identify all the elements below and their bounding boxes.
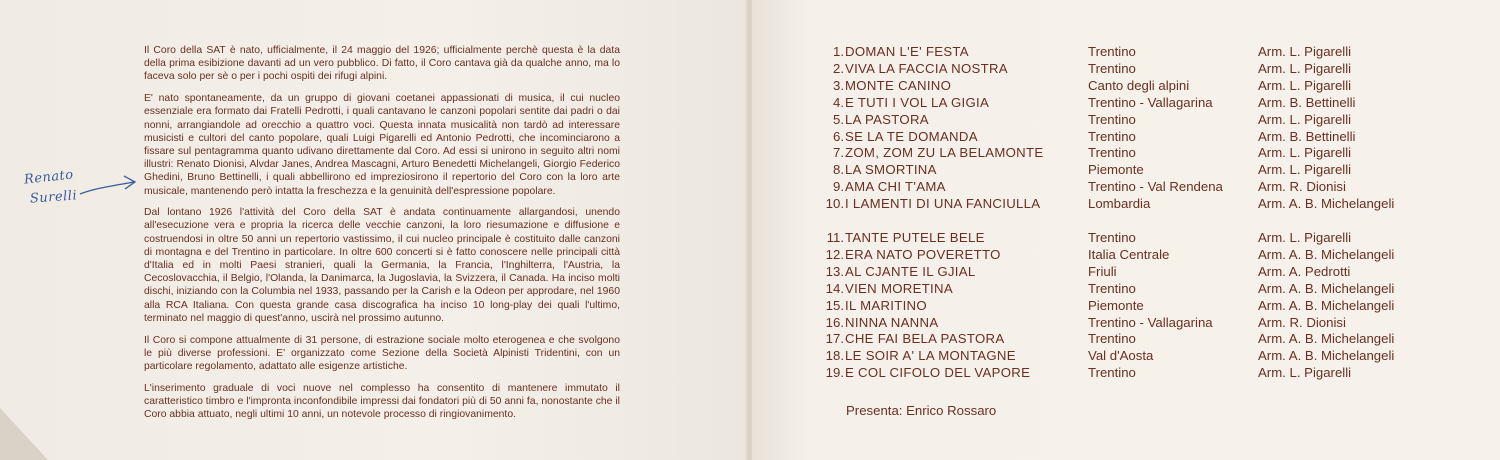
song-arrangement: Arm. L. Pigarelli — [1258, 230, 1352, 245]
song-title: ERA NATO POVERETTO — [845, 246, 1001, 262]
song-arrangement: Arm. A. B. Michelangeli — [1258, 280, 1395, 296]
song-title: I LAMENTI DI UNA FANCIULLA — [845, 196, 1041, 212]
song-region: Trentino — [1088, 111, 1136, 127]
song-region: Piemonte — [1088, 297, 1144, 313]
song-row — [812, 145, 1472, 162]
song-row — [812, 129, 1472, 146]
song-title: NINNA NANNA — [845, 314, 939, 330]
song-arrangement: Arm. A. B. Michelangeli — [1258, 297, 1395, 313]
song-row — [812, 196, 1472, 213]
handwritten-arrow-icon — [78, 174, 138, 204]
song-arrangement: Arm. L. Pigarelli — [1258, 162, 1352, 178]
song-row — [812, 264, 1472, 281]
song-region: Trentino - Vallagarina — [1088, 94, 1213, 110]
song-title: AMA CHI T'AMA — [845, 179, 946, 195]
song-number: 14. — [825, 280, 844, 296]
song-number: 9. — [833, 179, 844, 195]
song-title: VIEN MORETINA — [845, 280, 953, 296]
song-number: 17. — [825, 331, 844, 347]
song-row — [812, 95, 1472, 112]
left-page — [0, 0, 748, 460]
song-title: E TUTI I VOL LA GIGIA — [845, 94, 990, 110]
song-row — [812, 78, 1472, 95]
song-title: LA PASTORA — [845, 111, 929, 127]
song-number: 1. — [833, 44, 844, 59]
presenter-line: Presenta: Enrico Rossaro — [846, 403, 997, 418]
paragraph-origins: E' nato spontaneamente, da un gruppo di giovani coetanei appassionati di musica, il cui nucleo essenziale era formato dai Fratelli Pedrotti, i quali cantavano le canzoni popolari sentite dai padri o dai nonni, arrangiandole ad orecchio a quattro voci. Questa innata musicalità non tardò ad interessare musicisti e cultori del canto popolare, quali Luigi Pigarelli ed Antonio Pedrotti, che incominciarono a fissare sul pentagramma quanto udivano direttamente dal Coro. Ad essi si unirono in seguito altri nomi illustri: Renato Dionisi, Alvdar Janes, Andrea Mascagni, Arturo Benedetti Michelangeli, Giorgio Federico Ghedini, Bruno Bettinelli, i quali abbellirono ed impreziosirono il repertorio del Coro con la loro arte musicale, mantenendo però intatta la freschezza e la genuinità dell'espressione popolare. — [144, 93, 620, 197]
song-row — [812, 281, 1472, 298]
song-number: 19. — [825, 365, 844, 381]
song-region: Canto degli alpini — [1088, 77, 1190, 93]
song-arrangement: Arm. L. Pigarelli — [1258, 60, 1352, 76]
handwritten-line-1: Renato — [23, 167, 75, 188]
song-region: Trentino - Val Rendena — [1088, 179, 1223, 195]
handwritten-annotation — [22, 167, 132, 230]
song-region: Trentino — [1088, 331, 1136, 347]
song-number: 3. — [833, 77, 844, 93]
paragraph-activity: Dal lontano 1926 l'attività del Coro della SAT è andata continuamente allargandosi, unendo all'esecuzione vera e propria la ricerca delle vecchie canzoni, la loro riesumazione e diffusione e costruendosi in oltre 50 anni un repertorio vastissimo, il cui nucleo principale è costituito dalle canzoni di montagna e del Trentino in particolare. In oltre 600 concerti si è fatto conoscere nelle principali città d'Italia ed in molti Paesi stranieri, quali la Germania, la Francia, l'Inghilterra, l'Austria, la Cecoslovacchia, il Belgio, l'Olanda, la Danimarca, la Jugoslavia, la Svizzera, il Canada. Ha inciso molti dischi, iniziando con la Columbia nel 1933, passando per la Carish e la Odeon per approdare, nel 1960 alla RCA Italiana. Con questa grande casa discografica ha inciso 10 long-play dei quali l'ultimo, terminato nel maggio di quest'anno, uscirà nel prossimo autunno. — [144, 207, 620, 324]
song-number: 10. — [825, 196, 844, 212]
song-row — [812, 112, 1472, 129]
song-number: 12. — [825, 246, 844, 262]
song-title: AL CJANTE IL GJIAL — [845, 263, 976, 279]
song-region: Trentino — [1088, 44, 1136, 59]
song-region: Trentino — [1088, 230, 1136, 245]
song-title: IL MARITINO — [845, 297, 927, 313]
song-arrangement: Arm. B. Bettinelli — [1258, 128, 1356, 144]
paragraph-renewal: L'inserimento graduale di voci nuove nel complesso ha consentito di mantenere immutato il caratteristico timbro e l'impronta inconfondibile impressi dai fondatori più di 50 anni fa, nonostante che il Coro abbia attuato, negli ultimi 10 anni, un notevole processo di ringiovanimento. — [144, 382, 620, 421]
song-region: Friuli — [1088, 263, 1117, 279]
song-title: CHE FAI BELA PASTORA — [845, 331, 1005, 347]
song-arrangement: Arm. B. Bettinelli — [1258, 94, 1356, 110]
song-row — [812, 298, 1472, 315]
song-arrangement: Arm. A. B. Michelangeli — [1258, 331, 1395, 347]
song-title: LE SOIR A' LA MONTAGNE — [845, 348, 1016, 364]
song-number: 11. — [826, 230, 844, 245]
song-row — [812, 348, 1472, 365]
song-arrangement: Arm. L. Pigarelli — [1258, 111, 1352, 127]
song-number: 16. — [825, 314, 844, 330]
song-title: DOMAN L'E' FESTA — [845, 44, 969, 59]
song-arrangement: Arm. R. Dionisi — [1258, 179, 1346, 195]
song-title: LA SMORTINA — [845, 162, 937, 178]
song-number: 2. — [833, 60, 844, 76]
song-number: 4. — [833, 94, 844, 110]
song-row — [812, 315, 1472, 332]
song-row — [812, 179, 1472, 196]
song-row — [812, 247, 1472, 264]
song-region: Lombardia — [1088, 196, 1151, 212]
song-title: ZOM, ZOM ZU LA BELAMONTE — [845, 145, 1044, 161]
song-title: VIVA LA FACCIA NOSTRA — [845, 60, 1008, 76]
song-region: Trentino — [1088, 60, 1136, 76]
song-arrangement: Arm. R. Dionisi — [1258, 314, 1346, 330]
song-row — [812, 162, 1472, 179]
song-arrangement: Arm. L. Pigarelli — [1258, 365, 1352, 381]
song-region: Trentino — [1088, 280, 1136, 296]
song-row — [812, 365, 1472, 382]
torn-corner — [0, 408, 48, 460]
song-number: 7. — [833, 145, 844, 161]
song-row — [812, 230, 1472, 247]
song-row — [812, 331, 1472, 348]
song-number: 18. — [825, 348, 844, 364]
handwritten-line-2: Surelli — [29, 188, 78, 207]
song-arrangement: Arm. L. Pigarelli — [1258, 77, 1352, 93]
song-number: 5. — [833, 111, 844, 127]
song-region: Italia Centrale — [1088, 246, 1170, 262]
song-arrangement: Arm. L. Pigarelli — [1258, 44, 1352, 59]
paragraph-founding: Il Coro della SAT è nato, ufficialmente, il 24 maggio del 1926; ufficialmente perchè questa è la data della prima esibizione davanti ad un vero pubblico. Di fatto, il Coro cantava già da qualche anno, ma lo faceva solo per sè o per i pochi ospiti dei rifugi alpini. — [144, 45, 620, 83]
song-number: 15. — [825, 297, 844, 313]
song-arrangement: Arm. A. Pedrotti — [1258, 263, 1351, 279]
song-region: Trentino — [1088, 365, 1136, 381]
song-region: Trentino — [1088, 145, 1136, 161]
song-region: Val d'Aosta — [1088, 348, 1154, 364]
choir-history-text — [144, 44, 620, 430]
song-arrangement: Arm. A. B. Michelangeli — [1258, 348, 1395, 364]
song-region: Trentino — [1088, 128, 1136, 144]
song-arrangement: Arm. A. B. Michelangeli — [1258, 246, 1395, 262]
song-title: SE LA TE DOMANDA — [845, 128, 978, 144]
song-title: MONTE CANINO — [845, 77, 952, 93]
song-title: TANTE PUTELE BELE — [845, 230, 985, 245]
song-arrangement: Arm. L. Pigarelli — [1258, 145, 1352, 161]
song-region: Piemonte — [1088, 162, 1144, 178]
song-arrangement: Arm. A. B. Michelangeli — [1258, 196, 1395, 212]
song-number: 13. — [825, 263, 844, 279]
song-title: E COL CIFOLO DEL VAPORE — [845, 365, 1031, 381]
song-number: 8. — [833, 162, 844, 178]
song-region: Trentino - Vallagarina — [1088, 314, 1213, 330]
paragraph-composition: Il Coro si compone attualmente di 31 persone, di estrazione sociale molto eterogenea e che svolgono le più diverse professioni. E' organizzato come Sezione della Società Alpinisti Tridentini, con un particolare regolamento, adattato alle esigenze artistiche. — [144, 334, 620, 372]
song-row — [812, 44, 1472, 61]
song-row — [812, 61, 1472, 78]
song-number: 6. — [833, 128, 844, 144]
